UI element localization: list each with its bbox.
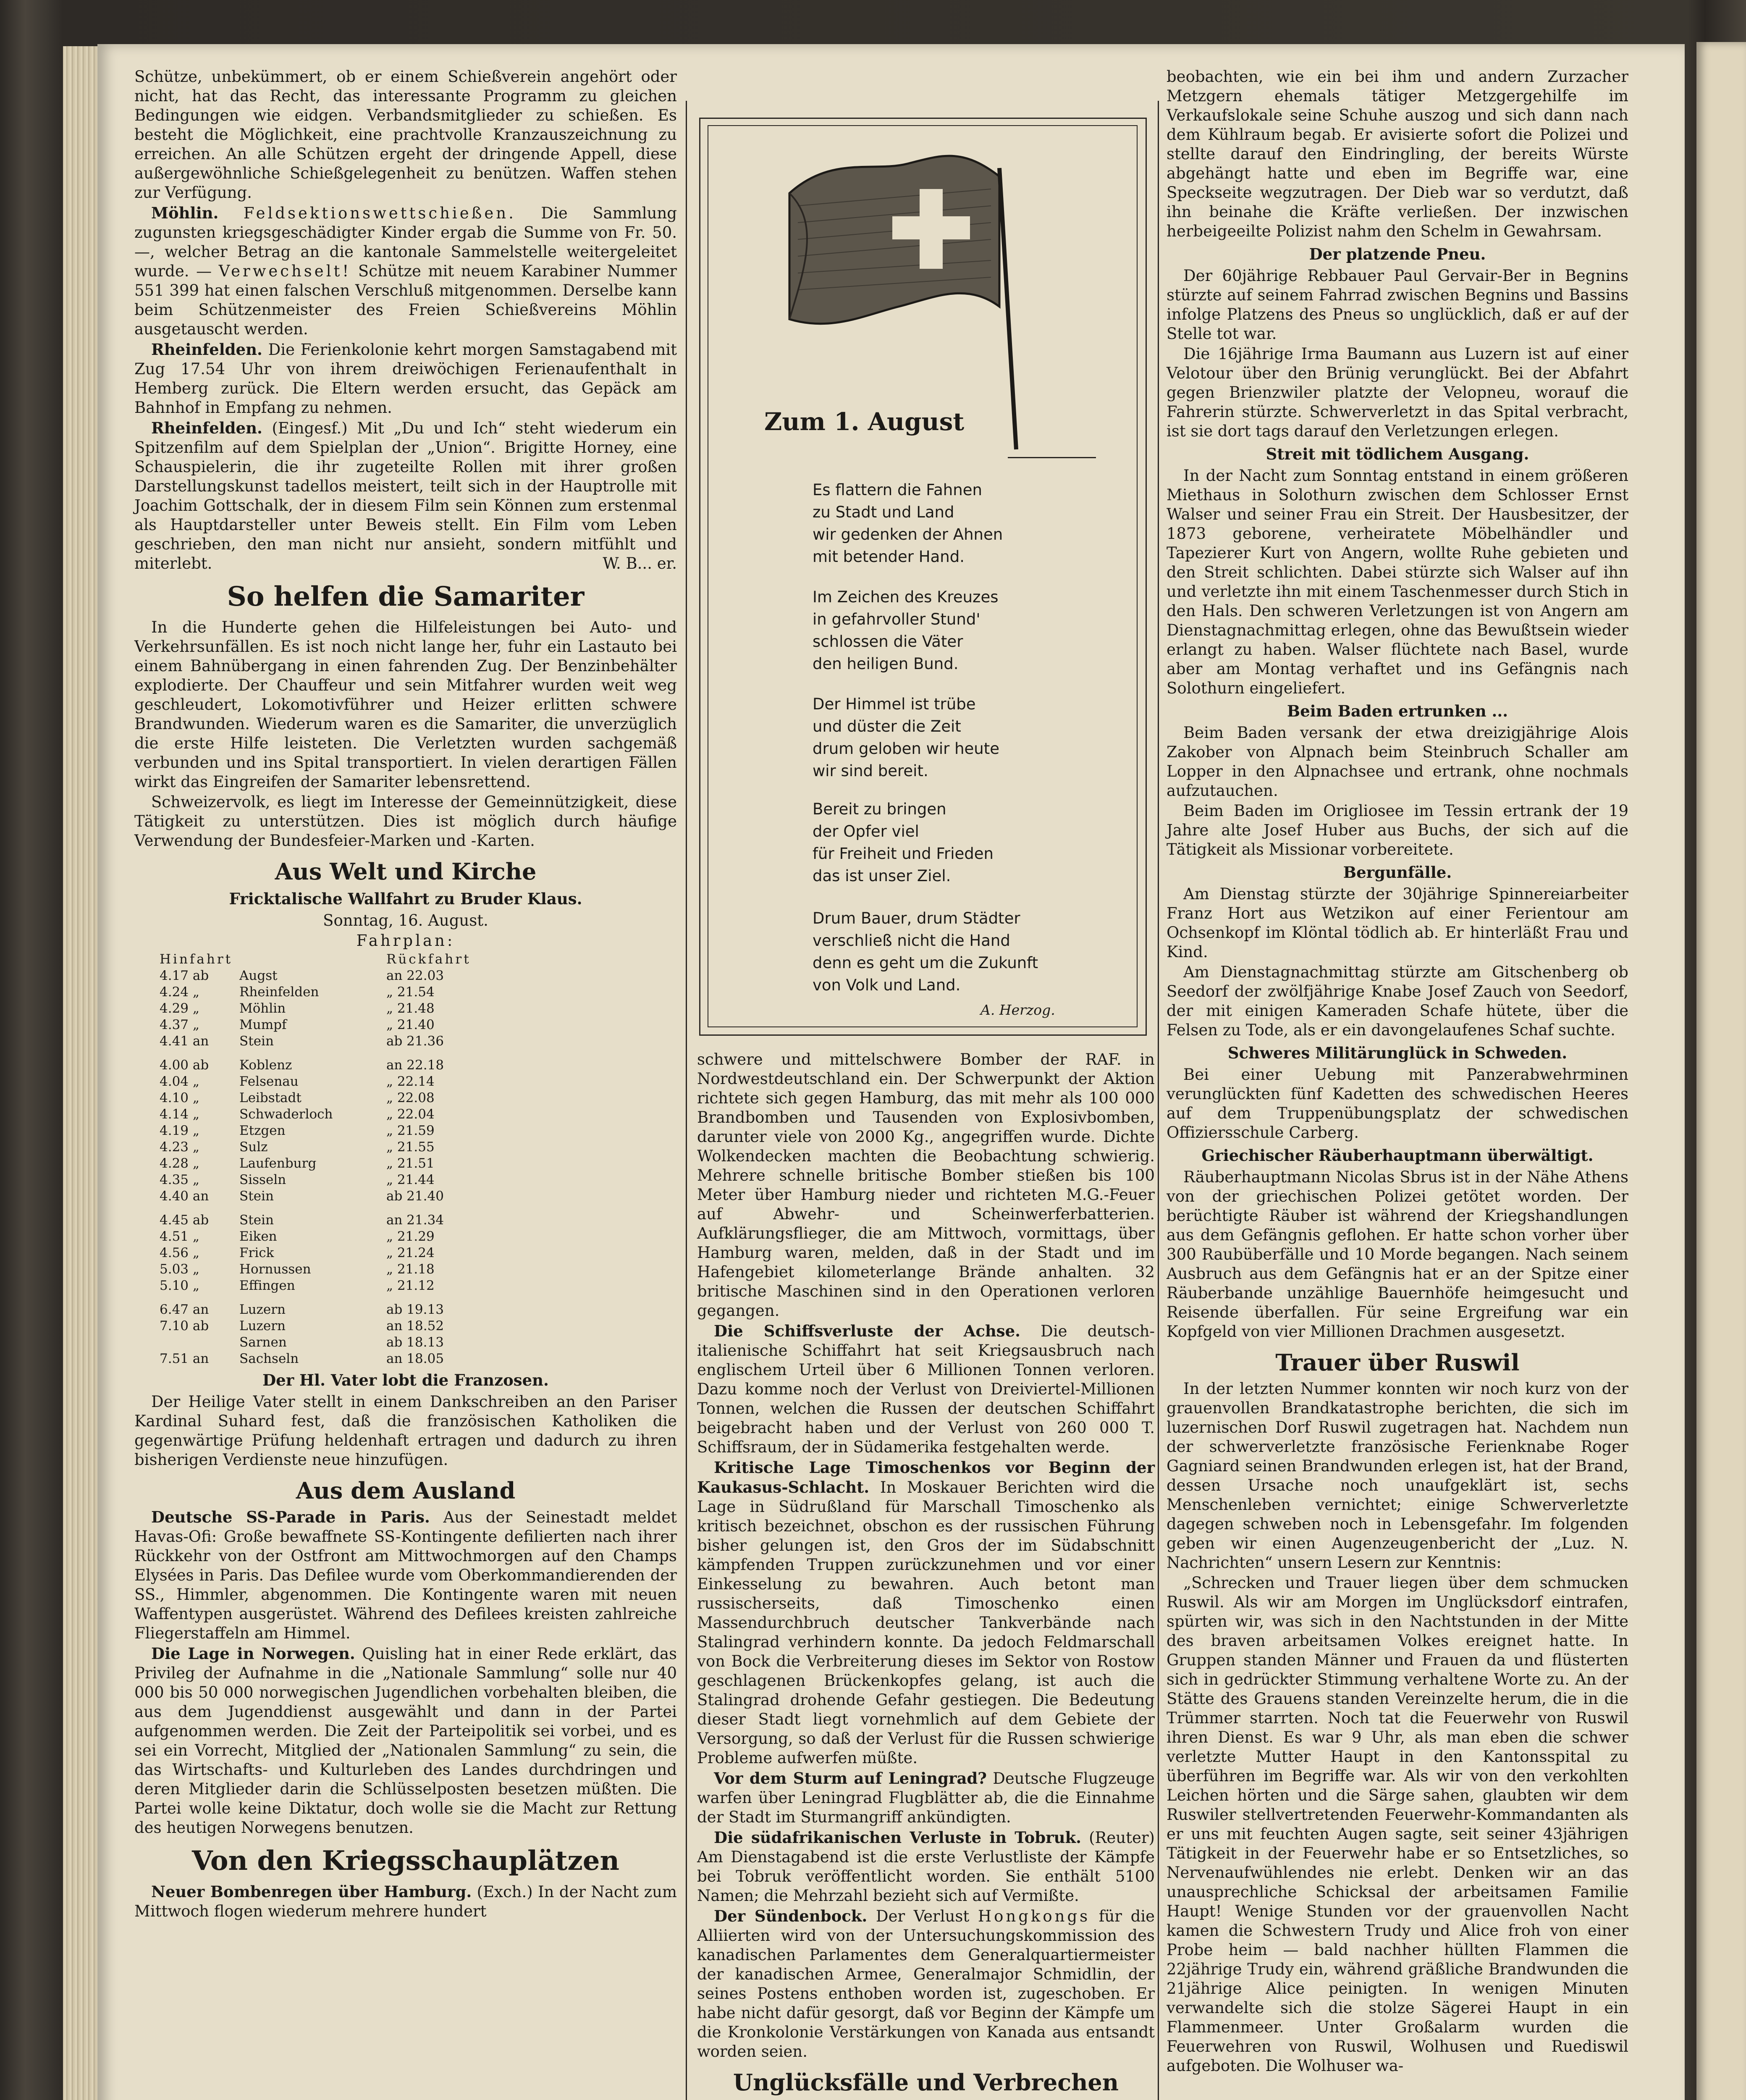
- article-paragraph: Rheinfelden. (Eingesf.) Mit „Du und Ich“ steht wiederum ein Spitzenfilm auf dem Spielplan der „Union“. Brigitte Horney, eine Schauspielerin, die ihr zugeteilte Rollen mit ihrer großen Darstellungskunst tadellos meistert, teilt sich in der Hauptrolle mit Joachim Gottschalk, der in diesem Film sein Können zum erstenmal als Hauptdarsteller unter Beweis stellt. Ein Film vom Leben geschrieben, den man nicht nur ansieht, sondern mitfühlt und miterlebt. W. B... er.: [134, 419, 677, 572]
- timetable-station: Sisseln: [239, 1172, 286, 1187]
- column-rule-left: [686, 101, 687, 2100]
- headline-trauer-ruswil: Trauer über Ruswil: [1275, 1349, 1520, 1376]
- timetable-station: Mumpf: [239, 1017, 287, 1032]
- poem-stanza: Bereit zu bringen der Opfer viel für Freiheit und Frieden das ist unser Ziel.: [813, 800, 994, 885]
- timetable-header: [239, 951, 382, 968]
- poem-author: A. Herzog.: [980, 1002, 1055, 1018]
- article-paragraph: Vor dem Sturm auf Leningrad? Deutsche Flugzeuge warfen über Leningrad Flugblätter ab, die die Einnahme der Stadt im Sturmangriff ankündigten.: [697, 1769, 1155, 1826]
- timetable-gap: [160, 1294, 479, 1302]
- timetable-time: 4.28 „: [160, 1156, 199, 1171]
- timetable-time: „ 21.54: [386, 984, 435, 1000]
- article-paragraph: In die Hunderte gehen die Hilfeleistungen bei Auto- und Verkehrsunfällen. Es ist noch nicht lange her, fuhr ein Lastauto bei einem Bahnübergang in einen fahrenden Zug. Der Benzinbehälter explodierte. Der Chauffeur und sein Mitfahrer wurden weit weg geschleudert, Lokomotivführer und Heizer erlitten schwere Brandwunden. Wiederum waren es die Samariter, die unverzüglich die erste Hilfe leisteten. Die Verletzten wurden sachgemäß verbunden und ins Spital transportiert. In vielen derartigen Fällen wirkt das Eingreifen der Samariter lebensrettend.: [134, 618, 677, 791]
- timetable-station: Rheinfelden: [239, 984, 319, 1000]
- subheading-pneu: Der platzende Pneu.: [1309, 245, 1486, 263]
- timetable-time: 4.29 „: [160, 1001, 199, 1016]
- article-paragraph: In der Nacht zum Sonntag entstand in einem größeren Miethaus in Solothurn zwischen dem Schlosser Ernst Walser und seiner Frau ein Streit. Der Hausbesitzer, der 1873 geborene, verheiratete Möbelhändler und Tapezierer Kurt von Angern, wollte Ruhe gebieten und den Streit schlichten. Dabei stürzte sich Walser auf ihn und verletzte ihn mit einem Taschenmesser durch Stich in den Hals. Den schweren Verletzungen ist von Angern am Dienstagnachmittag erlegen, ohne das Bewußtsein wieder erlangt zu haben. Walser flüchtete nach Basel, wurde aber am Montag verhaftet und ins Gefängnis nach Solothurn eingeliefert.: [1167, 467, 1628, 697]
- subheading-streit: Streit mit tödlichem Ausgang.: [1266, 445, 1529, 463]
- facing-page-edge: [1696, 42, 1746, 2100]
- timetable-gap: [160, 1205, 479, 1212]
- book-page-edges: [63, 46, 101, 2100]
- timetable-station: Hornussen: [239, 1262, 311, 1277]
- headline-ausland: Aus dem Ausland: [296, 1477, 516, 1504]
- article-paragraph: Bei einer Uebung mit Panzerabwehrminen verunglückten fünf Kadetten des schwedischen Heeres auf dem Truppenübungsplatz der schwedischen Offiziersschule Carberg.: [1167, 1066, 1628, 1142]
- headline-samariter: So helfen die Samariter: [227, 581, 585, 612]
- subheading-raeuber: Griechischer Räuberhauptmann überwältigt.: [1201, 1146, 1594, 1165]
- article-paragraph: Am Dienstag stürzte der 30jährige Spinnereiarbeiter Franz Hort aus Wetzikon auf einer Ferientour am Ochsenkopf im Klöntal tödlich ab. Er hinterläßt Frau und Kind.: [1167, 885, 1628, 961]
- wallfahrt-date: Sonntag, 16. August.: [323, 911, 488, 929]
- timetable-station: Frick: [239, 1245, 274, 1260]
- timetable-time: „ 21.48: [386, 1001, 435, 1016]
- timetable-time: „ 22.08: [386, 1090, 435, 1105]
- timetable-time: 7.10 ab: [160, 1318, 209, 1334]
- timetable-station: Luzern: [239, 1318, 286, 1334]
- timetable-time: 4.17 ab: [160, 968, 209, 983]
- timetable-time: 4.37 „: [160, 1017, 199, 1032]
- timetable-time: „ 21.55: [386, 1139, 435, 1155]
- poem-title-rule: [1008, 457, 1096, 458]
- timetable-gap: [160, 1050, 479, 1057]
- column-1: [134, 67, 677, 1922]
- timetable-station: Laufenburg: [239, 1156, 317, 1171]
- article-paragraph: Die Lage in Norwegen. Quisling hat in einer Rede erklärt, das Privileg der Aufnahme in die „Nationale Sammlung“ solle nur 40 000 bis 50 000 norwegischen Jugendlichen vorbehalten bleiben, die aus dem Jugenddienst ausgewählt und dann in der Partei aufgenommen werden. Die Zeit der Parteipolitik sei vorbei, und es sei ein Vorrecht, Mitglied der „Nationalen Sammlung“ zu sein, die das Wirtschafts- und Kulturleben des Landes durchdringen und deren Mitglieder darin die Schlüsselposten besetzen müßten. Die Partei wolle keine Diktatur, doch wolle sie die Macht zur Rettung des heutigen Norwegens benutzen.: [134, 1644, 677, 1837]
- article-paragraph: Die 16jährige Irma Baumann aus Luzern ist auf einer Velotour über den Brünig verunglückt. Bei der Abfahrt gegen Brienzwiler platzte der Velopneu, worauf die Fahrerin stürzte. Schwerverletzt in das Spital verbracht, ist sie dort tags darauf den Verletzungen erlegen.: [1167, 345, 1628, 440]
- timetable-time: an 22.18: [386, 1058, 444, 1073]
- article-paragraph: Der Heilige Vater stellt in einem Dankschreiben an den Pariser Kardinal Suhard fest, daß die französischen Katholiken die gegenwärtige Prüfung heldenhaft ertragen und dadurch zu ihren bisherigen Verdienste neue hinzufügen.: [134, 1393, 677, 1469]
- timetable-station: Sachseln: [239, 1351, 299, 1366]
- timetable-station: Augst: [239, 968, 278, 983]
- timetable-time: „ 21.18: [386, 1262, 435, 1277]
- column-2: [697, 1050, 1155, 2100]
- timetable-station: Luzern: [239, 1302, 286, 1317]
- timetable-time: ab 21.40: [386, 1189, 444, 1204]
- article-paragraph: Schütze, unbekümmert, ob er einem Schießverein angehört oder nicht, hat das Recht, das interessante Programm zu gleichen Bedingungen wie eidgen. Verbandsmitglieder zu schießen. Es besteht die Möglichkeit, eine prachtvolle Kranzauszeichnung zu erreichen. An alle Schützen ergeht der dringende Appell, diese außergewöhnliche Schießgelegenheit zu benützen. Waffen stehen zur Verfügung.: [134, 68, 677, 202]
- timetable-time: ab 19.13: [386, 1302, 444, 1317]
- column-rule-right: [1158, 101, 1159, 2100]
- article-paragraph: Deutsche SS-Parade in Paris. Aus der Seinestadt meldet Havas-Ofi: Große bewaffnete SS-Kontingente defilierten nach ihrer Rückkehr von der Ostfront am Mittwochmorgen auf den Champs Elysées in Paris. Das Defilee wurde vom Oberkommandierenden der SS., Himmler, abgenommen. Die Kontingente waren mit neuen Waffentypen ausgerüstet. Während des Defilees kreisten zahlreiche Fliegerstaffeln am Himmel.: [134, 1508, 677, 1642]
- timetable-time: ab 18.13: [386, 1335, 444, 1350]
- timetable-station: Eiken: [239, 1229, 277, 1244]
- article-paragraph: Der Sündenbock. Der Verlust Hongkongs für die Alliierten wird von der Untersuchungskommission des kanadischen Parlamentes dem Generalquartiermeister der kanadischen Armee, Generalmajor Schmidlin, der seines Postens enthoben worden ist, zugeschoben. Er habe nicht dafür gesorgt, daß vor Beginn der Kämpfe um die Kronkolonie Verstärkungen von Kanada aus entsandt worden seien.: [697, 1907, 1155, 2061]
- article-paragraph: Neuer Bombenregen über Hamburg. (Exch.) In der Nacht zum Mittwoch flogen wiederum mehrere hundert: [134, 1882, 677, 1920]
- cross-horizontal: [892, 216, 970, 239]
- timetable-time: an 22.03: [386, 968, 444, 983]
- timetable-station: Sarnen: [239, 1335, 287, 1350]
- timetable-station: Felsenau: [239, 1074, 299, 1089]
- timetable-station: Etzgen: [239, 1123, 286, 1138]
- timetable-time: 4.24 „: [160, 984, 199, 1000]
- timetable-time: „ 21.59: [386, 1123, 435, 1138]
- timetable-station: Möhlin: [239, 1001, 286, 1016]
- timetable-time: 7.51 an: [160, 1351, 209, 1366]
- timetable-time: 4.14 „: [160, 1107, 199, 1122]
- subheading-vater: Der Hl. Vater lobt die Franzosen.: [262, 1371, 549, 1389]
- timetable-time: 4.04 „: [160, 1074, 199, 1089]
- timetable-time: an 21.34: [386, 1213, 444, 1228]
- timetable-time: 4.41 an: [160, 1034, 209, 1049]
- poem-stanza: Es flattern die Fahnen zu Stadt und Land wir gedenken der Ahnen mit betender Hand.: [813, 481, 1003, 566]
- timetable-time: „ 21.12: [386, 1278, 435, 1293]
- article-paragraph: Beim Baden im Origliosee im Tessin ertrank der 19 Jahre alte Josef Huber aus Buchs, der sich auf die Tätigkeit als Missionar vorbereitete.: [1167, 802, 1628, 858]
- timetable-station: Sulz: [239, 1139, 268, 1155]
- article-paragraph: Am Dienstagnachmittag stürzte am Gitschenberg ob Seedorf der zwölfjährige Knabe Josef Zauch von Seedorf, der mit einigen Kameraden Schafe hütete, über die Felsen zu Tode, als er ein davongelaufenes Schaf suchte.: [1167, 963, 1628, 1039]
- timetable-time: 4.23 „: [160, 1139, 199, 1155]
- article-paragraph: Möhlin. Feldsektionswettschießen. Die Sammlung zugunsten kriegsgeschädigter Kinder ergab die Summe von Fr. 50.—, welcher Betrag an die kantonale Sammelstelle weitergeleitet wurde. — Verwechselt! Schütze mit neuem Karabiner Nummer 551 399 hat einen falschen Verschluß mitgenommen. Derselbe kann beim Schützenmeister des Freien Schießvereins Möhlin ausgetauscht werden.: [134, 204, 677, 338]
- article-paragraph: „Schrecken und Trauer liegen über dem schmucken Ruswil. Als wir am Morgen im Unglücksdorf eintrafen, spürten wir, was sich in den Nachtstunden in der Mitte des braven arbeitsamen Volkes ereignet hatte. In Gruppen standen Männer und Frauen da und flüsterten sich in gedrückter Stimmung verhaltene Worte zu. An der Stätte des Grauens standen Vereinzelte herum, die in die Trümmer starrten. Noch tat die Feuerwehr von Ruswil ihren Dienst. Es war 9 Uhr, als man eben die schwer verletzte Mutter Haupt in den Kantonsspital zu überführen im Begriffe war. Als wir von den verkohlten Leichen hörten und die Särge sahen, glaubten wir dem Ruswiler stellvertretenden Feuerwehr-Kommandanten als er uns mit feuchten Augen sagte, seit seiner 43jährigen Tätigkeit in der Feuerwehr habe er so Entsetzliches, so Nervenaufwühlendes nie erlebt. Denken wir an das unausprechliche Schicksal der arbeitsamen Familie Haupt! Wenige Stunden vor der grauenvollen Nacht kamen die Schwestern Trudy und Alice froh von einer Probe heim — bald nachher hüllten Flammen die 22jährige Trudy ein, während gräßliche Brandwunden die 21jährige Alice peinigten. In wenigen Minuten verwandelte sich die stolze Sägerei Haupt in ein Flammenmeer. Unter Großalarm wurden die Feuerwehren von Ruswil, Wolhusen und Ruediswil aufgeboten. Die Wolhuser wa-: [1167, 1574, 1628, 2075]
- timetable-header: Hinfahrt: [160, 952, 233, 967]
- poem-stanza: Im Zeichen des Kreuzes in gefahrvoller Stund' schlossen die Väter den heiligen Bund.: [813, 588, 999, 673]
- poem-title: Zum 1. August: [764, 407, 965, 436]
- article-paragraph: Kritische Lage Timoschenkos vor Beginn der Kaukasus-Schlacht. In Moskauer Berichten wird die Lage in Südrußland für Marschall Timoschenko als kritisch bezeichnet, obschon es der russischen Führung bisher gelungen ist, den Gros der im Südabschnitt kämpfenden Truppen zurückzunehmen und vor einer Einkesselung zu bewahren. Auch betont man russischerseits, daß Timoschenko einen Massendurchbruch deutscher Tankverbände nach Stalingrad verhindern konnte. Da jedoch Feldmarschall von Bock die Verbreiterung dieses im Sektor von Rostow geschlagenen Brückenkopfes gelang, ist auch die Stalingrad drohende Gefahr gestiegen. Die Bedeutung dieser Stadt liegt vornehmlich auf dem Gebiete der Versorgung, so daß der Verlust für die Russen schwierige Probleme aufwerfen müßte.: [697, 1458, 1155, 1767]
- article-paragraph: Schweizervolk, es liegt im Interesse der Gemeinnützigkeit, diese Tätigkeit zu unterstützen. Dies ist möglich durch häufige Verwendung der Bundesfeier-Marken und -Karten.: [134, 793, 677, 850]
- timetable-station: Stein: [239, 1034, 274, 1049]
- timetable-time: 4.10 „: [160, 1090, 199, 1105]
- timetable-time: „ 22.14: [386, 1074, 435, 1089]
- fahrplan-title: Fahrplan:: [356, 932, 455, 950]
- timetable-station: Koblenz: [239, 1058, 292, 1073]
- column-3: [1167, 67, 1628, 2076]
- timetable-header: Rückfahrt: [386, 952, 471, 967]
- timetable-time: „ 21.24: [386, 1245, 435, 1260]
- timetable-time: an 18.52: [386, 1318, 444, 1334]
- timetable-station: Effingen: [239, 1278, 295, 1293]
- timetable-time: „ 21.44: [386, 1172, 435, 1187]
- timetable-time: 4.51 „: [160, 1229, 199, 1244]
- article-paragraph: schwere und mittelschwere Bomber der RAF. in Nordwestdeutschland ein. Der Schwerpunkt der Aktion richtete sich gegen Hamburg, das mit mehr als 100 000 Brandbomben und Tausenden von Explosivbomben, darunter viele von 2000 Kg., angegriffen wurde. Dichte Wolkendecken machten die Beobachtung schwierig. Mehrere schnelle britische Bomber stießen bis 100 Meter über Hamburg nieder und richteten M.G.-Feuer auf Abwehr- und Scheinwerferbatterien. Aufklärungsflieger, die am Mittwoch, vormittags, über Hamburg waren, melden, daß in der Stadt und im Hafengebiet kilometerlange Brände anhalten. 32 britische Maschinen sind in den Operationen verloren gegangen.: [697, 1050, 1155, 1320]
- timetable-time: 5.10 „: [160, 1278, 199, 1293]
- timetable-time: 6.47 an: [160, 1302, 209, 1317]
- article-paragraph: Räuberhauptmann Nicolas Sbrus ist in der Nähe Athens von der griechischen Polizei getötet worden. Der berüchtigte Räuber ist während der Kriegshandlungen aus dem Gefängnis geflohen. Er hatte schon vorher über 300 Raubüberfälle und 10 Morde begangen. Nach seinem Ausbruch aus dem Gefängnis hat er an der Spitze einer Räuberbande unzählige Bauernhöfe heimgesucht und Reisende überfallen. Für seine Ergreifung war ein Kopfgeld von vier Millionen Drachmen ausgesetzt.: [1167, 1168, 1628, 1341]
- headline-welt-kirche: Aus Welt und Kirche: [275, 858, 537, 885]
- timetable: [160, 951, 677, 1367]
- timetable-time: 4.35 „: [160, 1172, 199, 1187]
- timetable-time: „ 21.29: [386, 1229, 435, 1244]
- timetable-station: Schwaderloch: [239, 1107, 333, 1122]
- timetable-time: 4.40 an: [160, 1189, 209, 1204]
- timetable-time: 4.00 ab: [160, 1058, 209, 1073]
- subheading-baden: Beim Baden ertrunken ...: [1287, 702, 1508, 720]
- article-paragraph: Die Schiffsverluste der Achse. Die deutsch-italienische Schiffahrt hat seit Kriegsausbruch nach englischem Urteil über 6 Millionen Tonnen verloren. Dazu komme noch der Verlust von Dreiviertel-Millionen Tonnen, welchen die Russen der deutschen Schiffahrt beigebracht haben und der Verlust von 260 000 T. Schiffsraum, der in Südamerika festgehalten werde.: [697, 1322, 1155, 1456]
- article-paragraph: Beim Baden versank der etwa dreizigjährige Alois Zakober von Alpnach beim Steinbruch Schaller am Lopper in den Alpnachsee und ertrank, ohne nochmals aufzutauchen.: [1167, 724, 1628, 800]
- article-paragraph: Der 60jährige Rebbauer Paul Gervair-Ber in Begnins stürzte auf seinem Fahrrad zwischen Begnins und Bassins infolge Platzens des Pneus so unglücklich, daß er auf der Stelle tot war.: [1167, 267, 1628, 343]
- timetable-time: 4.45 ab: [160, 1213, 209, 1228]
- timetable-station: Stein: [239, 1189, 274, 1204]
- timetable-time: 4.56 „: [160, 1245, 199, 1260]
- timetable-time: „ 21.40: [386, 1017, 435, 1032]
- headline-unglueck: Unglücksfälle und Verbrechen: [733, 2069, 1119, 2096]
- subheading-wallfahrt: Fricktalische Wallfahrt zu Bruder Klaus.: [229, 890, 582, 908]
- headline-kriegsschauplaetze: Von den Kriegsschauplätzen: [192, 1845, 619, 1877]
- article-paragraph: In der letzten Nummer konnten wir noch kurz von der grauenvollen Brandkatastrophe berichten, die sich im luzernischen Dorf Ruswil zugetragen hat. Nachdem nun der schwerverletzte französische Ferienknabe Roger Gagniard seinen Brandwunden erlegen ist, hat der Brand, dessen Ursache noch unaufgeklärt ist, sechs Menschenleben vernichtet; einige Schwerverletzte dagegen schweben noch in Lebensgefahr. Im folgenden geben wir einen Augenzeugenbericht der „Luz. N. Nachrichten“ unsern Lesern zur Kenntnis:: [1167, 1380, 1628, 1572]
- timetable-time: 5.03 „: [160, 1262, 199, 1277]
- subheading-militaer: Schweres Militärunglück in Schweden.: [1227, 1044, 1568, 1062]
- timetable-time: „ 22.04: [386, 1107, 435, 1122]
- timetable-station: Stein: [239, 1213, 274, 1228]
- article-paragraph: Die südafrikanischen Verluste in Tobruk. (Reuter) Am Dienstagabend ist die erste Verlustliste der Kämpfe bei Tobruk veröffentlicht worden. Sie enthält 5100 Namen; die Mehrzahl bezieht sich auf Vermißte.: [697, 1828, 1155, 1905]
- timetable-station: Leibstadt: [239, 1090, 301, 1105]
- timetable-time: [160, 1334, 235, 1351]
- timetable-time: „ 21.51: [386, 1156, 435, 1171]
- timetable-time: 4.19 „: [160, 1123, 199, 1138]
- timetable-time: ab 21.36: [386, 1034, 444, 1049]
- poem-stanza: Drum Bauer, drum Städter verschließ nicht die Hand denn es geht um die Zukunft von Volk und Land.: [813, 909, 1038, 994]
- subheading-berg: Bergunfälle.: [1343, 863, 1452, 882]
- timetable-time: an 18.05: [386, 1351, 444, 1366]
- article-paragraph: beobachten, wie ein bei ihm und andern Zurzacher Metzgern ehemals tätiger Metzgergehilfe im Verkaufslokale seine Schuhe auszog und sich dann nach dem Kühlraum begab. Er avisierte sofort die Polizei und stellte darauf den Eindringling, der bereits Würste abgehängt hatte und eben im Begriffe war, eine Speckseite wegzutragen. Der Dieb war so verdutzt, daß ihn beinahe die Kräfte verließen. Der inzwischen herbeigeeilte Polizist nahm den Schelm in Gewahrsam.: [1167, 68, 1628, 240]
- article-paragraph: Rheinfelden. Die Ferienkolonie kehrt morgen Samstagabend mit Zug 17.54 Uhr von ihrem dreiwöchigen Ferienaufenthalt in Hemberg zurück. Die Eltern werden ersucht, das Gepäck am Bahnhof in Empfang zu nehmen.: [134, 340, 677, 417]
- poem-stanza: Der Himmel ist trübe und düster die Zeit drum geloben wir heute wir sind bereit.: [813, 695, 1000, 780]
